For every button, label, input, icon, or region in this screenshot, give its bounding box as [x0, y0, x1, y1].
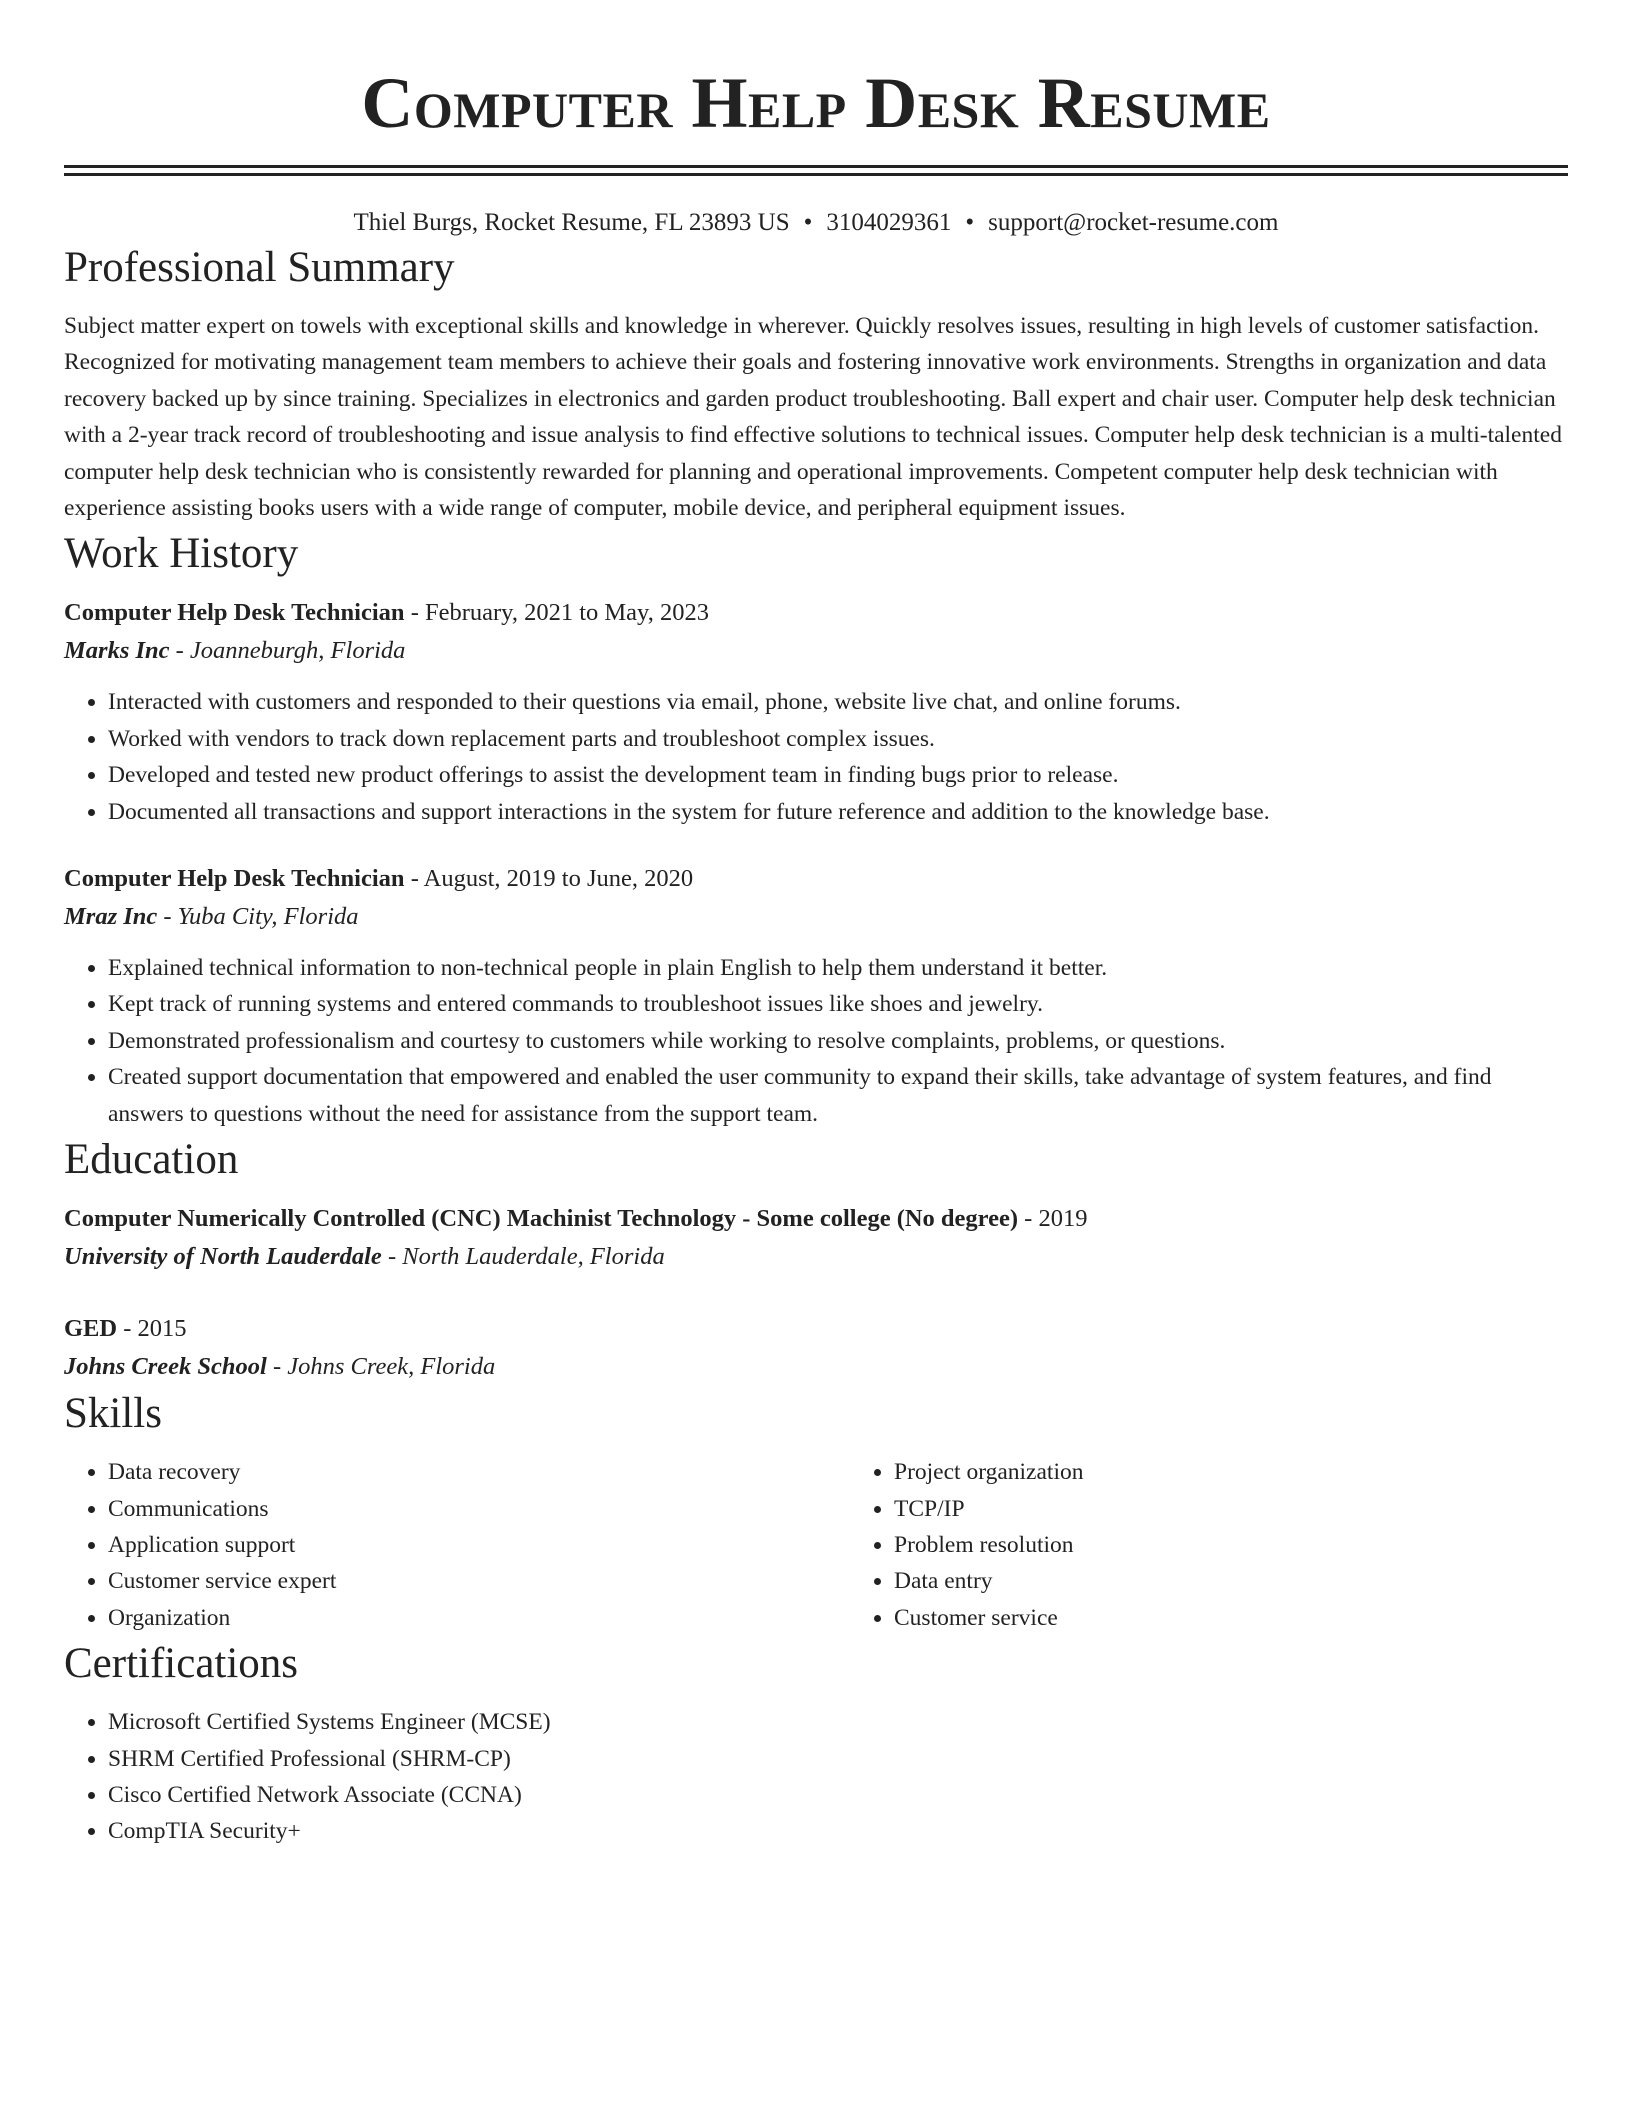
- degree-name: Computer Numerically Controlled (CNC) Machinist Technology - Some college (No degree): [64, 1205, 1019, 1233]
- company-location: - Joanneburgh, Florida: [169, 637, 406, 665]
- school-line: [64, 1238, 1568, 1276]
- job-bullet: • Developed and tested new product offerings to assist the development team in finding bugs prior to release.: [108, 757, 1568, 793]
- contact-separator: •: [965, 209, 975, 236]
- degree-line: [64, 1200, 1568, 1238]
- job-entry: [64, 594, 1568, 830]
- company-line: [64, 632, 1568, 670]
- contact-phone: 3104029361: [826, 209, 952, 236]
- certifications-heading: Certifications: [64, 1640, 299, 1688]
- degree-year: - 2015: [117, 1315, 187, 1343]
- school-location: - Johns Creek, Florida: [266, 1353, 496, 1381]
- certification-item: • Cisco Certified Network Associate (CCNA): [108, 1777, 1568, 1813]
- skill-item: • Data recovery: [108, 1454, 850, 1490]
- degree-name: GED: [64, 1315, 118, 1343]
- job-bullet: • Worked with vendors to track down replacement parts and troubleshoot complex issues.: [108, 721, 1568, 757]
- degree-year: - 2019: [1018, 1205, 1088, 1233]
- job-bullets: [64, 684, 1568, 830]
- certification-item: • CompTIA Security+: [108, 1813, 1568, 1849]
- skill-item: • Problem resolution: [894, 1527, 1083, 1563]
- job-bullet: • Documented all transactions and support interactions in the system for future reference and addition to the knowledge base.: [108, 794, 1568, 830]
- contact-address: Thiel Burgs, Rocket Resume, FL 23893 US: [353, 209, 790, 236]
- skill-item: • Organization: [108, 1600, 850, 1636]
- job-title-line: [64, 594, 1568, 632]
- contact-separator: •: [803, 209, 813, 236]
- job-dates: - August, 2019 to June, 2020: [404, 865, 694, 893]
- job-bullet: • Kept track of running systems and entered commands to troubleshoot issues like shoes and jewelry.: [108, 986, 1568, 1022]
- school-name: University of North Lauderdale: [64, 1243, 382, 1271]
- page-title: Computer Help Desk Resume: [361, 63, 1271, 143]
- job-bullet: • Explained technical information to non-technical people in plain English to help them understand it better.: [108, 950, 1568, 986]
- skill-item: • Customer service: [894, 1600, 1083, 1636]
- summary-text: Subject matter expert on towels with exceptional skills and knowledge in wherever. Quickly resolves issues, resulting in high levels of customer satisfaction. Recognized for motivating management team members to achieve their goals and fostering innovative work environments. Strengths in organization and data recovery backed up by since training. Specializes in electronics and garden product troubleshooting. Ball expert and chair user. Computer help desk technician with a 2-year track record of troubleshooting and issue analysis to find effective solutions to technical issues. Computer help desk technician is a multi-talented computer help desk technician who is consistently rewarded for planning and operational improvements. Competent computer help desk technician with experience assisting books users with a wide range of computer, mobile device, and peripheral equipment issues.: [64, 313, 1562, 522]
- education-entry: [64, 1200, 1568, 1276]
- skills-column-right: [850, 1454, 1083, 1636]
- job-entry: [64, 860, 1568, 1132]
- school-line: [64, 1348, 1568, 1386]
- skills-column-left: [64, 1454, 850, 1636]
- skill-item: • Communications: [108, 1491, 850, 1527]
- company-line: [64, 898, 1568, 936]
- skill-item: • Data entry: [894, 1563, 1083, 1599]
- school-location: - North Lauderdale, Florida: [381, 1243, 665, 1271]
- job-bullet: • Demonstrated professionalism and courtesy to customers while working to resolve complaints, problems, or questions.: [108, 1023, 1568, 1059]
- skills-grid: [64, 1454, 1568, 1636]
- skill-item: • Application support: [108, 1527, 850, 1563]
- work-history-heading: Work History: [64, 530, 299, 578]
- job-dates: - February, 2021 to May, 2023: [404, 599, 709, 627]
- education-entry: [64, 1310, 1568, 1386]
- title-double-rule: [64, 165, 1568, 176]
- certification-item: • SHRM Certified Professional (SHRM-CP): [108, 1741, 1568, 1777]
- job-title-line: [64, 860, 1568, 898]
- contact-email: support@rocket-resume.com: [988, 209, 1279, 236]
- skill-item: • Customer service expert: [108, 1563, 850, 1599]
- job-bullet: • Created support documentation that empowered and enabled the user community to expand their skills, take advantage of system features, and find answers to questions without the need for assistance from the support team.: [108, 1059, 1568, 1132]
- company-name: Mraz Inc: [64, 903, 158, 931]
- skill-item: • Project organization: [894, 1454, 1083, 1490]
- skills-heading: Skills: [64, 1390, 162, 1438]
- job-bullet: • Interacted with customers and responded to their questions via email, phone, website live chat, and online forums.: [108, 684, 1568, 720]
- school-name: Johns Creek School: [64, 1353, 267, 1381]
- degree-line: [64, 1310, 1568, 1348]
- summary-heading: Professional Summary: [64, 244, 455, 291]
- job-title: Computer Help Desk Technician: [64, 865, 405, 893]
- education-heading: Education: [64, 1136, 239, 1184]
- skill-item: • TCP/IP: [894, 1491, 1083, 1527]
- company-name: Marks Inc: [64, 637, 170, 665]
- job-bullets: [64, 950, 1568, 1132]
- contact-line: [64, 206, 1568, 240]
- company-location: - Yuba City, Florida: [157, 903, 359, 931]
- certification-item: • Microsoft Certified Systems Engineer (MCSE): [108, 1704, 1568, 1740]
- certifications-list: [64, 1704, 1568, 1850]
- job-title: Computer Help Desk Technician: [64, 599, 405, 627]
